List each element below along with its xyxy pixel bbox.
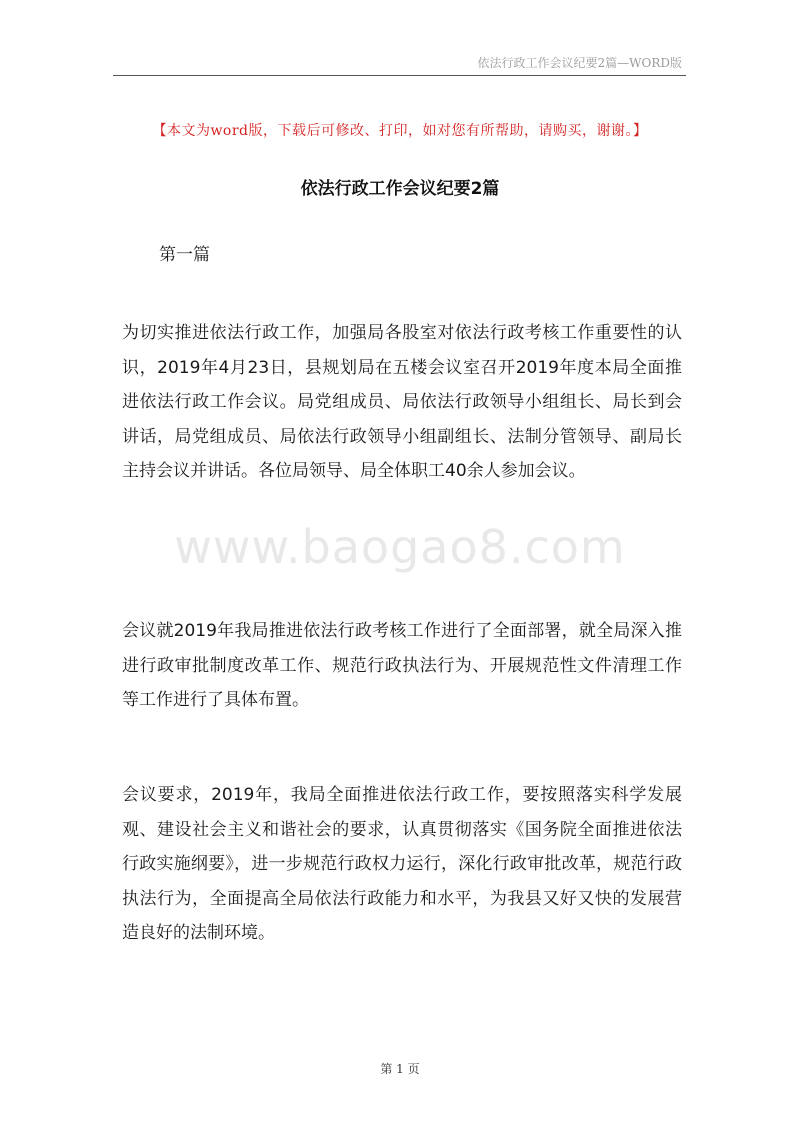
paragraph-2: 会议就2019年我局推进依法行政考核工作进行了全面部署，就全局深入推进行政审批制度改革工作、规范行政执法行为、开展规范性文件清理工作等工作进行了具体布置。 <box>122 621 682 710</box>
header-divider <box>113 75 686 76</box>
page-number: 第 1 页 <box>380 1062 420 1076</box>
paragraph-3: 会议要求，2019年，我局全面推进依法行政工作，要按照落实科学发展观、建设社会主义和谐社会的要求，认真贯彻落实《国务院全面推进依法行政实施纲要》，进一步规范行政权力运行，深化行政审批改革，规范行政执法行为，全面提高全局依法行政能力和水平，为我县又好又快的发展营造良好的法制环境。 <box>122 785 682 943</box>
download-notice: 【本文为word版，下载后可修改、打印，如对您有所帮助，请购买，谢谢。】 <box>152 123 648 139</box>
paragraph-1: 为切实推进依法行政工作，加强局各股室对依法行政考核工作重要性的认识，2019年4月23日，县规划局在五楼会议室召开2019年度本局全面推进依法行政工作会议。局党组成员、局依法行政领导小组组长、局长到会讲话，局党组成员、局依法行政领导小组副组长、法制分管领导、副局长主持会议并讲话。各位局领导、局全体职工40余人参加会议。 <box>122 323 682 481</box>
section-title: 第一篇 <box>159 245 210 265</box>
document-title: 依法行政工作会议纪要2篇 <box>300 179 500 199</box>
watermark: www.baogao8.com <box>174 520 626 574</box>
running-header: 依法行政工作会议纪要2篇—WORD版 <box>477 56 682 70</box>
